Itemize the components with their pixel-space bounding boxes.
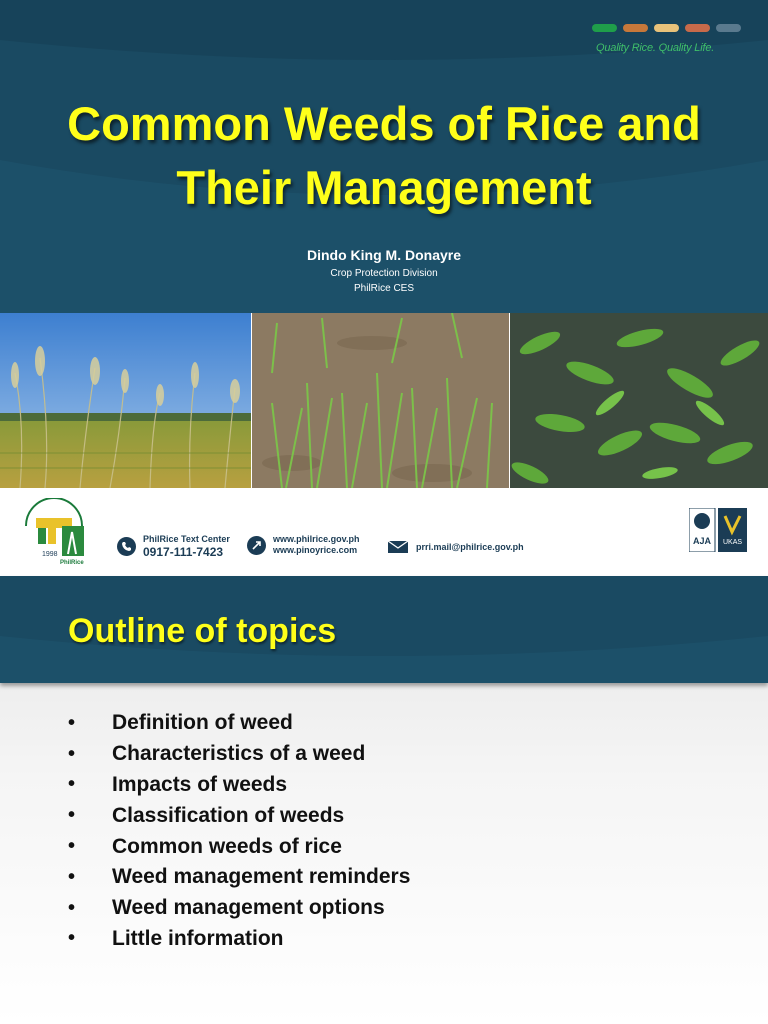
phone-icon [117, 537, 136, 556]
website-pinoyrice-link[interactable]: www.pinoyrice.com [273, 545, 358, 555]
author-station: PhilRice CES [353, 283, 415, 294]
email-contact [387, 540, 524, 554]
topic-text: Weed management options [112, 896, 385, 920]
weedy-grass-field-photo [0, 313, 251, 488]
topics-list [68, 708, 410, 954]
brand-dot [685, 24, 710, 32]
bullet: • [68, 742, 76, 765]
website-contact [247, 534, 360, 556]
list-item [68, 739, 410, 770]
certification-badges-icon [689, 508, 747, 552]
outline-slide [0, 576, 768, 1024]
text-center-contact [117, 534, 230, 559]
brand-tagline: Quality Rice. Quality Life. [596, 42, 715, 54]
brand-dot [654, 24, 679, 32]
list-item [68, 862, 410, 893]
bullet: • [68, 835, 76, 858]
list-item [68, 770, 410, 801]
author-division: Crop Protection Division [330, 268, 438, 279]
bullet: • [68, 773, 76, 796]
text-center-label: PhilRice Text Center [143, 534, 230, 544]
website-philrice-link[interactable]: www.philrice.gov.ph [273, 534, 360, 544]
list-item [68, 800, 410, 831]
topic-text: Little information [112, 926, 284, 950]
cert-aja: AJA [692, 536, 712, 546]
email-link[interactable]: prri.mail@philrice.gov.ph [416, 541, 524, 552]
bullet: • [68, 804, 76, 827]
title-slide-header [0, 0, 768, 313]
bullet: • [68, 927, 76, 950]
presentation-title [0, 92, 768, 220]
cert-ukas: UKAS [722, 539, 743, 546]
brand-dots [592, 24, 741, 32]
broadleaf-weed-water-photo [510, 313, 768, 488]
topic-text: Weed management reminders [112, 865, 411, 889]
brand-dot [592, 24, 617, 32]
brand-dot [623, 24, 648, 32]
title-line-2: Their Management [176, 161, 592, 214]
logo-year: 1998 [42, 551, 58, 558]
topic-text: Classification of weeds [112, 803, 345, 827]
topic-text: Definition of weed [112, 711, 293, 735]
title-line-1: Common Weeds of Rice and [67, 97, 701, 150]
list-item [68, 708, 410, 739]
topic-text: Characteristics of a weed [112, 742, 366, 766]
weed-seedlings-soil-photo [252, 313, 509, 488]
philrice-logo-icon [20, 498, 90, 566]
logo-org: PhilRice [60, 560, 84, 566]
list-item [68, 831, 410, 862]
topic-text: Impacts of weeds [112, 772, 288, 796]
bullet: • [68, 711, 76, 734]
author-name: Dindo King M. Donayre [307, 247, 461, 263]
photo-strip [0, 313, 768, 488]
list-item [68, 893, 410, 924]
brand-dot [716, 24, 741, 32]
mail-icon [387, 540, 409, 554]
title-slide-footer [0, 488, 768, 576]
list-item [68, 924, 410, 955]
bullet: • [68, 896, 76, 919]
outline-slide-header [0, 576, 768, 683]
globe-icon [247, 536, 266, 555]
bullet: • [68, 865, 76, 888]
topic-text: Common weeds of rice [112, 834, 342, 858]
text-center-number: 0917-111-7423 [143, 545, 224, 559]
outline-title: Outline of topics [68, 612, 337, 650]
